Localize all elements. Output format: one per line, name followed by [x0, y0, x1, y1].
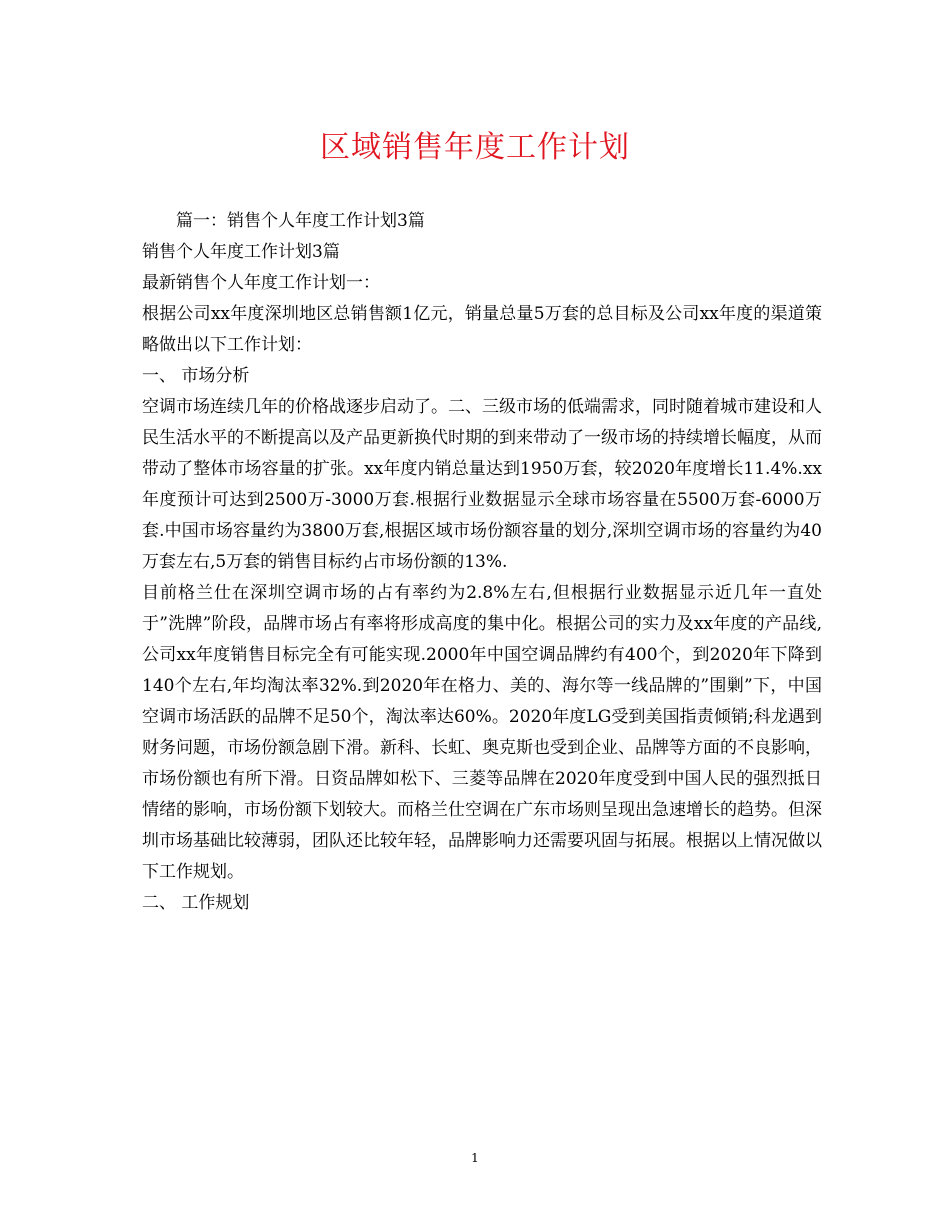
paragraph-intro: 根据公司xx年度深圳地区总销售额1亿元，销量总量5万套的总目标及公司xx年度的渠道策略做出以下工作计划： — [142, 304, 822, 355]
document-title: 区域销售年度工作计划 — [320, 130, 630, 165]
paragraph-section-heading: 篇一：销售个人年度工作计划3篇 — [176, 211, 425, 231]
paragraph-market-share: 目前格兰仕在深圳空调市场的占有率约为2.8%左右,但根据行业数据显示近几年一直处于”洗牌”阶段，品牌市场占有率将形成高度的集中化。根据公司的实力及xx年度的产品线,公司xx年度销售目标完全有可能实现.2000年中国空调品牌约有400个，到2020年下降到140个左右,年均淘汰率32%.到2020年在格力、美的、海尔等一线品牌的”围剿”下，中国空调市场活跃的品牌不足50个，淘汰率达60%。2020年度LG受到美国指责倾销;科龙遇到财务问题，市场份额急剧下滑。新科、长虹、奥克斯也受到企业、品牌等方面的不良影响，市场份额也有所下滑。日资品牌如松下、三菱等品牌在2020年度受到中国人民的强烈抵日情绪的影响，市场份额下划较大。而格兰仕空调在广东市场则呈现出急速增长的趋势。但深圳市场基础比较薄弱，团队还比较年轻，品牌影响力还需要巩固与拓展。根据以上情况做以下工作规划。 — [142, 583, 822, 882]
paragraph-market-capacity: 空调市场连续几年的价格战逐步启动了。二、三级市场的低端需求，同时随着城市建设和人民生活水平的不断提高以及产品更新换代时期的到来带动了一级市场的持续增长幅度，从而带动了整体市场容量的扩张。xx年度内销总量达到1950万套，较2020年度增长11.4%.xx年度预计可达到2500万-3000万套.根据行业数据显示全球市场容量在5500万套-6000万套.中国市场容量约为3800万套,根据区域市场份额容量的划分,深圳空调市场的容量约为40万套左右,5万套的销售目标约占市场份额的13%. — [142, 397, 822, 572]
document-body — [142, 206, 822, 919]
paragraph-plan-heading: 最新销售个人年度工作计划一： — [142, 273, 380, 293]
paragraph-heading-market-analysis: 一、 市场分析 — [142, 366, 250, 386]
page-number: 1 — [471, 1151, 479, 1165]
paragraph-heading-work-plan: 二、 工作规划 — [142, 893, 250, 913]
paragraph-subtitle: 销售个人年度工作计划3篇 — [142, 242, 340, 262]
